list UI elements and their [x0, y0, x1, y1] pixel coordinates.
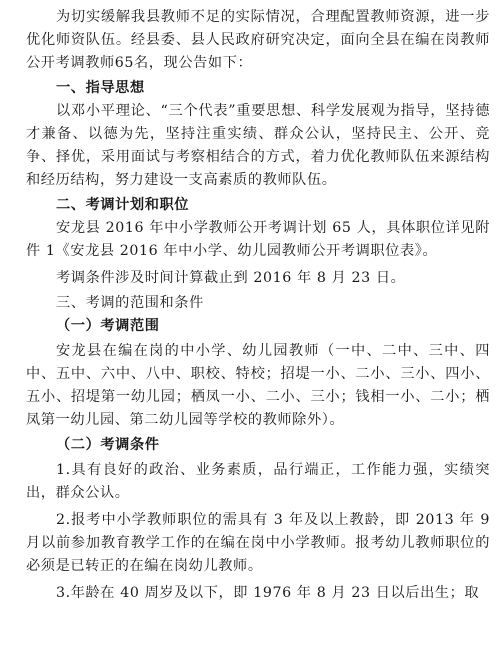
section-heading-scope-and-conditions: 三、考调的范围和条件 — [56, 295, 204, 311]
plan-paragraph: 安龙县 2016 年中小学教师公开考调计划 65 人，具体职位详见附件 1《安龙县 2016 年中小学、幼儿园教师公开考调职位表》。 — [26, 220, 490, 259]
section-heading-plan-and-positions: 二、考调计划和职位 — [56, 197, 190, 213]
section-heading-guiding-ideology: 一、指导思想 — [56, 80, 145, 96]
subsection-heading-conditions: （二）考调条件 — [56, 437, 160, 453]
scope-paragraph: 安龙县在编在岗的中小学、幼儿园教师（一中、二中、三中、四中、五中、六中、八中、职校、特校；招堤一小、二小、三小、四小、五小、招堤第一幼儿园；栖凤一小、二小、三小；钱相一小、二小；栖凤第一幼儿园、第二幼儿园等学校的教师除外）。 — [26, 343, 490, 428]
subsection-heading-scope: （一）考调范围 — [56, 318, 160, 334]
guiding-ideology-paragraph: 以邓小平理论、“三个代表”重要思想、科学发展观为指导，坚持德才兼备、以德为先，坚持注重实绩、群众公认，坚持民主、公开、竞争、择优，采用面试与考察相结合的方式，着力优化教师队伍来源结构和经历结构，努力建设一支高素质的教师队伍。 — [26, 103, 490, 188]
time-cutoff-paragraph: 考调条件涉及时间计算截止到 2016 年 8 月 23 日。 — [56, 270, 406, 286]
condition-item-1: 1.具有良好的政治、业务素质，品行端正，工作能力强，实绩突出，群众公认。 — [26, 462, 490, 501]
condition-item-2: 2.报考中小学教师职位的需具有 3 年及以上教龄，即 2013 年 9 月以前参加教育教学工作的在编在岗中小学教师。报考幼儿教师职位的必须是已转正的在编在岗幼儿教师。 — [26, 512, 490, 574]
condition-item-3: 3.年龄在 40 周岁及以下，即 1976 年 8 月 23 日以后出生；取 — [56, 585, 480, 601]
intro-paragraph: 为切实缓解我县教师不足的实际情况，合理配置教师资源，进一步优化师资队伍。经县委、县人民政府研究决定，面向全县在编在岗教师公开考调教师65名，现公告如下： — [26, 9, 490, 71]
